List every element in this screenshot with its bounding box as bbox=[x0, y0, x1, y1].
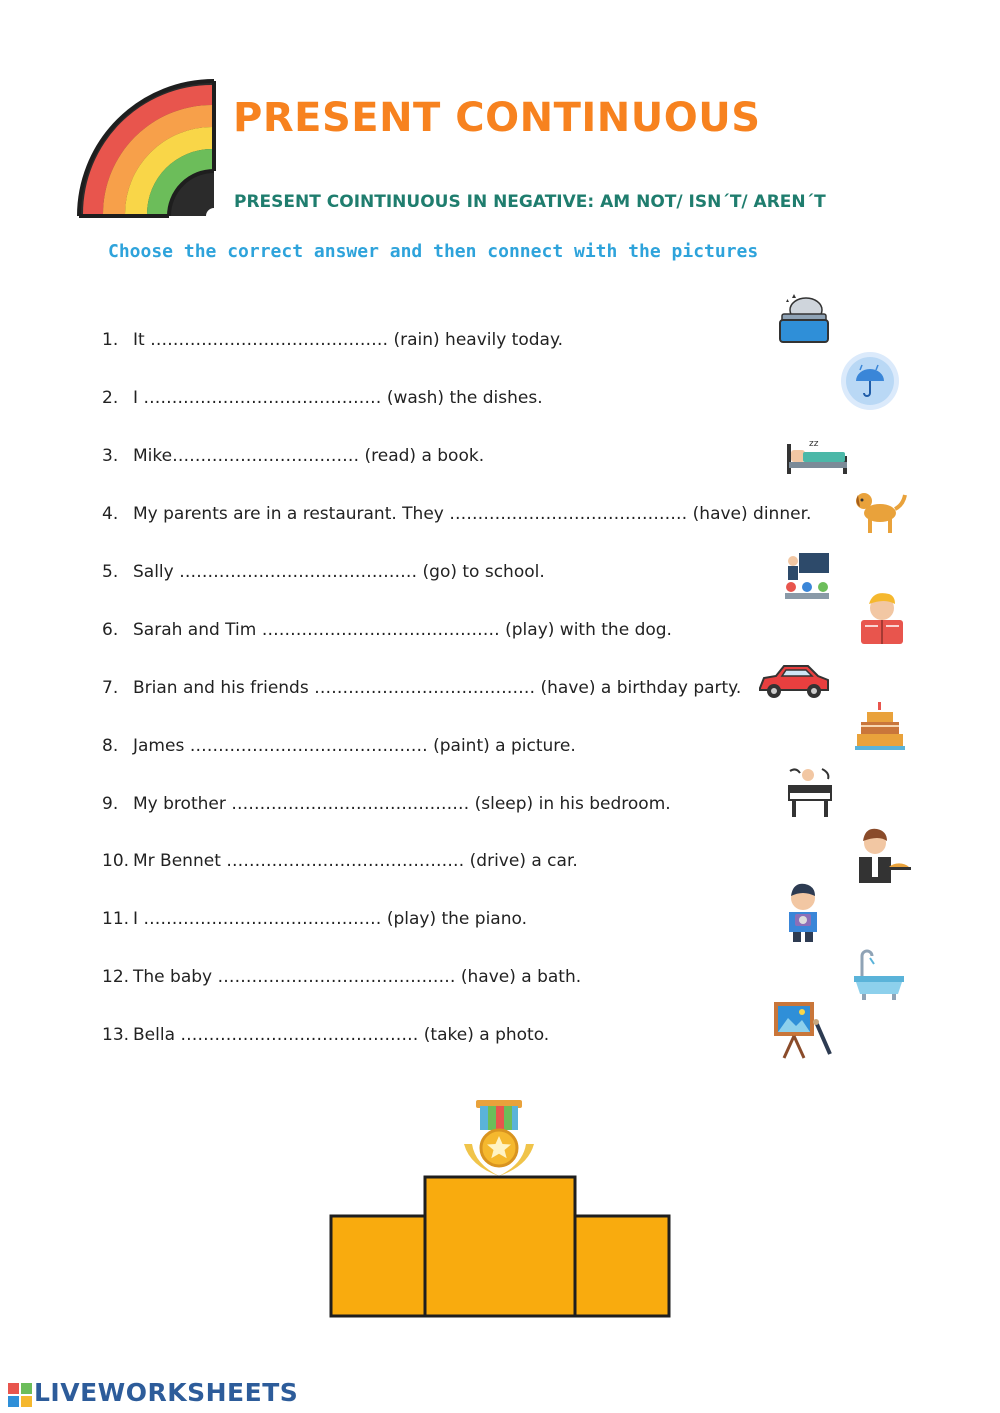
podium bbox=[329, 1175, 671, 1319]
painting-easel-icon[interactable] bbox=[772, 998, 834, 1060]
item-number: 11. bbox=[102, 909, 130, 929]
exercise-item bbox=[102, 967, 581, 987]
photographer-icon[interactable] bbox=[779, 882, 827, 944]
item-text: My brother …………………………………… (sleep) in his bedroom. bbox=[133, 794, 671, 814]
exercise-item bbox=[102, 504, 811, 524]
boy-reading-icon[interactable] bbox=[855, 590, 909, 646]
exercise-item bbox=[102, 851, 578, 871]
liveworksheets-logo-icon bbox=[8, 1383, 32, 1407]
bathtub-icon[interactable] bbox=[852, 948, 906, 1002]
footer-brand: LIVEWORKSHEETS bbox=[34, 1378, 299, 1407]
item-number: 5. bbox=[102, 562, 119, 582]
piano-icon[interactable] bbox=[784, 765, 836, 819]
item-number: 3. bbox=[102, 446, 119, 466]
waiter-icon[interactable] bbox=[853, 827, 911, 885]
item-number: 9. bbox=[102, 794, 119, 814]
exercise-item bbox=[102, 446, 484, 466]
exercise-item bbox=[102, 678, 741, 698]
item-number: 6. bbox=[102, 620, 119, 640]
item-text: It …………………………………… (rain) heavily today. bbox=[133, 330, 563, 350]
exercise-item bbox=[102, 562, 545, 582]
exercise-item bbox=[102, 794, 671, 814]
exercise-item bbox=[102, 388, 543, 408]
item-text: Brian and his friends ………………………………… (have) a birthday party. bbox=[133, 678, 742, 698]
umbrella-rain-icon[interactable] bbox=[840, 351, 900, 411]
item-text: I …………………………………… (play) the piano. bbox=[133, 909, 527, 929]
page-title: PRESENT CONTINUOUS bbox=[233, 95, 761, 141]
dishes-icon[interactable] bbox=[776, 292, 832, 346]
dog-icon[interactable] bbox=[852, 487, 908, 537]
exercise-item bbox=[102, 909, 527, 929]
svg-text:zz: zz bbox=[809, 439, 819, 449]
item-number: 2. bbox=[102, 388, 119, 408]
item-number: 10. bbox=[102, 851, 130, 871]
item-number: 13. bbox=[102, 1025, 130, 1045]
exercise-item bbox=[102, 330, 563, 350]
item-text: James …………………………………… (paint) a picture. bbox=[133, 736, 576, 756]
item-number: 8. bbox=[102, 736, 119, 756]
item-number: 12. bbox=[102, 967, 130, 987]
item-text: The baby …………………………………… (have) a bath. bbox=[133, 967, 582, 987]
rainbow-icon bbox=[74, 76, 219, 221]
exercise-item bbox=[102, 1025, 549, 1045]
birthday-cake-icon[interactable] bbox=[853, 700, 907, 754]
item-text: My parents are in a restaurant. They …………………………………… (have) dinner. bbox=[133, 504, 812, 524]
exercise-item bbox=[102, 620, 672, 640]
item-text: Mr Bennet …………………………………… (drive) a car. bbox=[133, 851, 578, 871]
instruction-text: Choose the correct answer and then connect with the pictures bbox=[108, 241, 759, 262]
medal-icon bbox=[456, 1096, 542, 1178]
teacher-class-icon[interactable] bbox=[781, 551, 833, 601]
sleeping-bed-icon[interactable] bbox=[785, 434, 849, 476]
item-text: Mike…………………………… (read) a book. bbox=[133, 446, 485, 466]
item-number: 7. bbox=[102, 678, 119, 698]
page-subtitle: PRESENT COINTINUOUS IN NEGATIVE: AM NOT/ ISN´T/ AREN´T bbox=[234, 192, 826, 212]
item-number: 1. bbox=[102, 330, 119, 350]
item-text: Sarah and Tim …………………………………… (play) with the dog. bbox=[133, 620, 672, 640]
item-text: Bella …………………………………… (take) a photo. bbox=[133, 1025, 550, 1045]
car-icon[interactable] bbox=[756, 660, 832, 702]
exercise-item bbox=[102, 736, 576, 756]
item-text: Sally …………………………………… (go) to school. bbox=[133, 562, 545, 582]
item-text: I …………………………………… (wash) the dishes. bbox=[133, 388, 543, 408]
item-number: 4. bbox=[102, 504, 119, 524]
